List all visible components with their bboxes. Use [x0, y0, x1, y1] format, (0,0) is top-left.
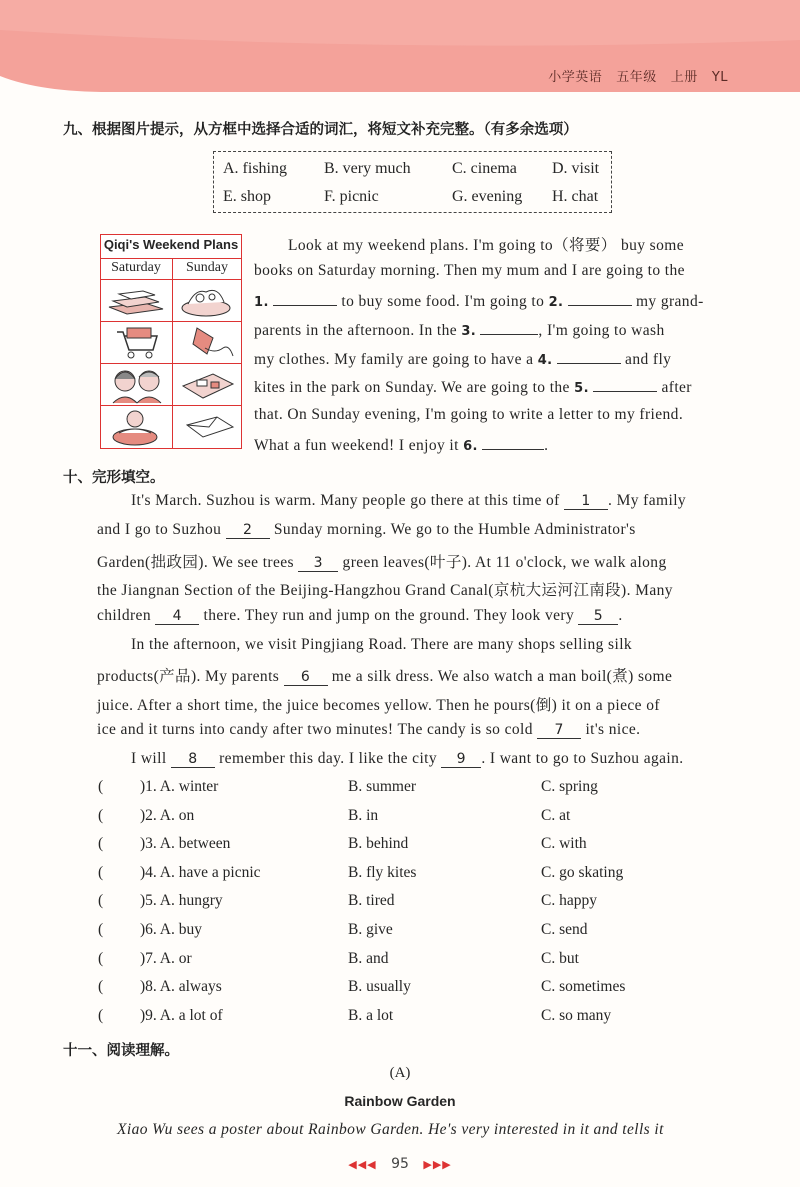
choice-a[interactable]: )6. A. buy: [140, 921, 202, 938]
cloze-text: it's nice.: [585, 721, 641, 738]
answer-paren[interactable]: (: [98, 806, 104, 824]
cloze-text: products(产品). My parents: [97, 668, 280, 685]
choice-b[interactable]: B. fly kites: [348, 863, 417, 881]
cloze-text: Sunday morning. We go to the Humble Administrator's: [273, 521, 636, 538]
laundry-icon: [176, 282, 238, 320]
option-e: E. shop: [223, 188, 271, 205]
saturday-header: Saturday: [111, 260, 161, 275]
choice-c[interactable]: C. go skating: [541, 863, 624, 881]
cloze-line6: In the afternoon, we visit Pingjiang Road. There are many shops selling silk: [131, 636, 633, 653]
choice-b[interactable]: B. tired: [348, 892, 395, 910]
sunday-header: Sunday: [186, 260, 228, 275]
cloze-blank-5[interactable]: 5: [578, 608, 618, 625]
choice-b[interactable]: B. summer: [348, 778, 417, 795]
choice-c[interactable]: C. happy: [541, 892, 597, 910]
cloze-line3: [97, 550, 667, 572]
answer-blank-1[interactable]: [273, 291, 337, 306]
cloze-line1: It's March. Suzhou is warm. Many people go there at this time of 1 . My family: [131, 492, 687, 509]
blank-number-4: 4.: [537, 353, 553, 368]
passage9-text: to buy some food. I'm going to: [341, 293, 545, 310]
cloze-text: children: [97, 607, 151, 624]
part-a-label: (A): [389, 1065, 411, 1081]
cloze-line4: the Jiangnan Section of the Beijing-Hangzhou Grand Canal(京杭大运河江南段). Many: [97, 582, 673, 599]
page-footer: [0, 1156, 800, 1172]
word-bank: [213, 151, 612, 213]
option-c: C. cinema: [452, 160, 517, 177]
cloze-text: me a silk dress. We also watch a man boil(煮) some: [331, 668, 673, 685]
passage9-text: after: [661, 379, 692, 396]
answer-paren[interactable]: (: [98, 1006, 104, 1024]
passage9-text: kites in the park on Sunday. We are going to the: [254, 379, 570, 396]
blank-number-2: 2.: [548, 295, 564, 310]
picnic-blanket-icon: [177, 366, 237, 404]
section11-title: 十一、阅读理解。: [63, 1043, 179, 1059]
option-h: H. chat: [552, 188, 599, 205]
option-b: B. very much: [324, 160, 411, 177]
choice-b[interactable]: B. and: [348, 949, 389, 967]
answer-paren[interactable]: (: [98, 949, 104, 967]
shopping-cart-icon: [107, 324, 167, 362]
washing-clothes-icon: [105, 407, 169, 447]
blank-number-5: 5.: [574, 381, 589, 396]
blank-number-3: 3.: [461, 324, 477, 339]
cloze-line2: [97, 521, 636, 539]
cloze-line7: [97, 664, 672, 686]
page-header: [0, 0, 800, 92]
choice-a[interactable]: )7. A. or: [140, 949, 192, 967]
choice-c[interactable]: C. but: [541, 949, 579, 967]
subject-label: 小学英语: [548, 70, 603, 85]
answer-paren[interactable]: (: [98, 778, 104, 795]
option-f: F. picnic: [324, 188, 379, 205]
cloze-text: ice and it turns into candy after two minutes! The candy is so cold: [97, 721, 533, 738]
choice-c[interactable]: C. sometimes: [541, 978, 626, 996]
letter-envelope-icon: [181, 411, 237, 445]
answer-paren[interactable]: (: [98, 835, 104, 853]
cloze-blank-9[interactable]: 9: [441, 751, 481, 768]
choice-a[interactable]: )4. A. have a picnic: [140, 863, 261, 881]
weekend-plans-table: [100, 234, 242, 449]
cloze-line5: children 4 there. They run and jump on the ground. They look very 5 .: [97, 607, 623, 624]
grandparents-icon: [105, 365, 169, 405]
choice-a[interactable]: )5. A. hungry: [140, 892, 223, 910]
choice-b[interactable]: B. give: [348, 921, 393, 938]
choice-c[interactable]: C. at: [541, 806, 571, 824]
option-g: G. evening: [452, 188, 523, 205]
passage9-line8: What a fun weekend! I enjoy it 6. .: [254, 437, 549, 454]
choice-a[interactable]: )8. A. always: [140, 978, 222, 996]
choice-b[interactable]: B. in: [348, 806, 379, 824]
passage9-text: What a fun weekend! I enjoy it: [254, 437, 459, 454]
section10-title: 十、完形填空。: [63, 470, 165, 486]
answer-blank-3[interactable]: [480, 320, 538, 335]
cloze-blank-3[interactable]: 3: [298, 555, 338, 572]
blank-number-1: 1.: [254, 295, 269, 310]
cloze-text: . I want to go to Suzhou again.: [481, 750, 684, 767]
reading-heading: Rainbow Garden: [344, 1093, 456, 1109]
cloze-text: I will: [131, 750, 167, 767]
page-number: 95: [391, 1156, 409, 1172]
cloze-blank-7[interactable]: 7: [537, 722, 581, 739]
answer-blank-4[interactable]: [557, 349, 621, 364]
choice-b[interactable]: B. behind: [348, 835, 409, 853]
cloze-text: It's March. Suzhou is warm. Many people go there at this time of: [131, 492, 560, 509]
cloze-text: green leaves(叶子). At 11 o'clock, we walk along: [342, 554, 667, 571]
section9-title: 九、根据图片提示，从方框中选择合适的词汇，将短文补充完整。（有多余选项）: [63, 122, 578, 138]
plans-title: Qiqi's Weekend Plans: [103, 237, 239, 252]
answer-blank-6[interactable]: [482, 435, 544, 450]
cloze-text: My family: [616, 492, 687, 509]
cloze-blank-8[interactable]: 8: [171, 751, 215, 768]
answer-paren[interactable]: (: [98, 863, 104, 881]
passage9-line3: [254, 291, 704, 311]
answer-paren[interactable]: (: [98, 892, 104, 910]
choice-b[interactable]: B. a lot: [348, 1006, 394, 1024]
cloze-blank-6[interactable]: 6: [284, 669, 328, 686]
answer-blank-5[interactable]: [593, 377, 657, 392]
choice-a[interactable]: )9. A. a lot of: [140, 1006, 223, 1024]
choice-a[interactable]: )1. A. winter: [140, 778, 219, 795]
passage9-line5: [254, 349, 671, 369]
passage9-text: and fly: [625, 351, 672, 368]
passage9-line6: [254, 377, 692, 397]
passage9-line4: [254, 320, 665, 340]
cloze-blank-1[interactable]: 1: [564, 493, 608, 510]
choice-a[interactable]: )3. A. between: [140, 835, 231, 853]
choice-b[interactable]: B. usually: [348, 978, 411, 996]
cloze-text: Garden(拙政园). We see trees: [97, 554, 294, 571]
cloze-text: remember this day. I like the city: [219, 750, 438, 767]
cloze-blank-2[interactable]: 2: [226, 522, 270, 539]
books-icon: [105, 283, 167, 319]
passage9-line1: Look at my weekend plans. I'm going to（将要） buy some: [288, 237, 685, 254]
cloze-text: and I go to Suzhou: [97, 521, 222, 538]
passage9-line2: books on Saturday morning. Then my mum and I are going to the: [254, 262, 685, 279]
cloze-text: there. They run and jump on the ground. They look very: [203, 607, 575, 624]
choice-c[interactable]: C. with: [541, 835, 587, 853]
choice-a[interactable]: )2. A. on: [140, 806, 195, 824]
choice-c[interactable]: C. spring: [541, 778, 598, 795]
grade-label: 五年级: [616, 70, 657, 85]
cloze-blank-4[interactable]: 4: [155, 608, 199, 625]
answer-paren[interactable]: (: [98, 978, 104, 996]
volume-label: 上册: [670, 70, 698, 85]
cloze-line9: [97, 721, 640, 739]
choice-c[interactable]: C. send: [541, 921, 588, 938]
answer-paren[interactable]: (: [98, 921, 104, 938]
passage9-text: my grand-: [635, 293, 704, 310]
passage9-text: , I'm going to wash: [538, 322, 665, 339]
book-info: [534, 66, 728, 85]
prev-arrows-icon: ◀◀◀: [348, 1158, 377, 1171]
next-arrows-icon: ▶▶▶: [423, 1158, 452, 1171]
passage9-text: my clothes. My family are going to have a: [254, 351, 534, 368]
reading-line1: Xiao Wu sees a poster about Rainbow Garden. He's very interested in it and tells it: [117, 1121, 664, 1138]
passage9-line7: that. On Sunday evening, I'm going to write a letter to my friend.: [254, 406, 684, 423]
choice-c[interactable]: C. so many: [541, 1006, 612, 1024]
answer-blank-2[interactable]: [568, 291, 632, 306]
blank-number-6: 6.: [463, 439, 478, 454]
cloze-line8: juice. After a short time, the juice becomes yellow. Then he pours(倒) it on a piece of: [97, 697, 660, 714]
cloze-line10: [131, 750, 684, 768]
option-d: D. visit: [552, 160, 600, 177]
passage9-text: parents in the afternoon. In the: [254, 322, 458, 339]
kite-icon: [179, 324, 237, 362]
edition-label: YL: [711, 70, 728, 85]
option-a: A. fishing: [223, 160, 287, 177]
